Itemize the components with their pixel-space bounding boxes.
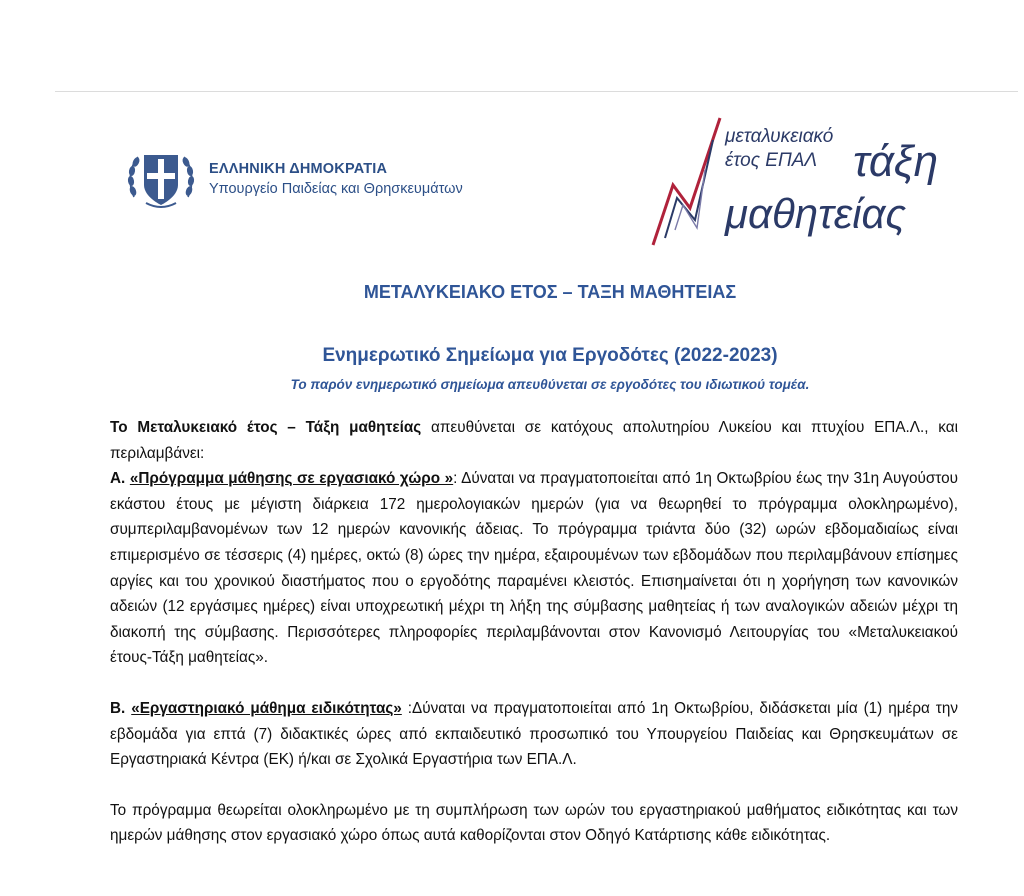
closing-paragraph: Το πρόγραμμα θεωρείται ολοκληρωμένο με τη συμπλήρωση των ωρών του εργαστηριακού μαθήματος ειδικότητας και των ημερών μάθησης στον εργασιακό χώρο όπως αυτά καθορίζονται στον Οδηγό Κατάρτισης κάθε ειδικότητας. xyxy=(110,801,958,845)
brand-text-big-2: μαθητείας xyxy=(725,190,906,237)
document-body xyxy=(110,415,958,849)
section-a-paragraph xyxy=(110,466,958,671)
section-a-letter: Α. xyxy=(110,470,130,488)
section-a-heading: «Πρόγραμμα μάθησης σε εργασιακό χώρο » xyxy=(129,470,454,488)
ministry-name: Υπουργείο Παιδείας και Θρησκευμάτων xyxy=(209,181,463,197)
brand-text-small-1: μεταλυκειακό xyxy=(725,126,834,147)
document-title: ΜΕΤΑΛΥΚΕΙΑΚΟ ΕΤΟΣ – ΤΑΞΗ ΜΑΘΗΤΕΙΑΣ xyxy=(363,282,737,302)
republic-name: ΕΛΛΗΝΙΚΗ ΔΗΜΟΚΡΑΤΙΑ xyxy=(209,161,388,177)
section-b-heading: «Εργαστηριακό μάθημα ειδικότητας» xyxy=(131,699,402,717)
brand-text-small-2: έτος ΕΠΑΛ xyxy=(725,150,818,171)
document-subtitle: Ενημερωτικό Σημείωμα για Εργοδότες (2022-2023) xyxy=(322,345,778,366)
section-a-text: : Δύναται να πραγματοποιείται από 1η Οκτωβρίου έως την 31η Αυγούστου εκάστου έτους με μέγιστη διάρκεια 172 ημερολογιακών ημερών (για να θεωρηθεί το πρόγραμμα ολοκληρωμένο), συμπεριλαμβανομένων των 12 ημερών κανονικής άδειας. Το πρόγραμμα τριάντα δύο (32) ωρών εβδομαδιαίως είναι επιμερισμένο σε τέσσερις (4) ημέρες, οκτώ (8) ώρες την ημέρα, εξαιρουμένων των εβδομάδων που περιλαμβάνουν επίσημες αργίες και του χρονικού διαστήματος που ο εργοδότης παραμένει κλειστός. Επισημαίνεται ότι η χορήγηση των κανονικών αδειών (12 εργάσιμες ημέρες) είναι υποχρεωτική μέχρι τη λήξη της σύμβασης μαθητείας ή των αναλογικών αδειών μέχρι τη διακοπή της σύμβασης. Περισσότερες πληροφορίες περιλαμβάνονται στον Κανονισμό Λειτουργίας του «Μεταλυκειακού έτους-Τάξη μαθητείας». xyxy=(110,470,959,667)
greek-coat-of-arms-icon xyxy=(126,147,196,213)
intro-paragraph xyxy=(110,415,958,466)
apprenticeship-brand-logo xyxy=(645,110,975,250)
section-b-letter: Β. xyxy=(110,699,132,717)
section-b-paragraph xyxy=(110,696,958,773)
header-divider xyxy=(55,91,1018,92)
section-b-text: :Δύναται να πραγματοποιείται από 1η Οκτωβρίου, διδάσκεται μία (1) ημέρα την εβδομάδα για επτά (7) διδακτικές ώρες από εκπαιδευτικό προσωπικό του Υπουργείου Παιδείας και Θρησκευμάτων σε Εργαστηριακά Κέντρα (ΕΚ) ή/και σε Σχολικά Εργαστήρια των ΕΠΑ.Λ. xyxy=(110,699,958,769)
audience-note: Το παρόν ενημερωτικό σημείωμα απευθύνεται σε εργοδότες του ιδιωτικού τομέα. xyxy=(290,377,810,392)
brand-text-big-1: τάξη xyxy=(853,137,939,186)
intro-bold: Το Μεταλυκειακό έτος – Τάξη μαθητείας xyxy=(110,419,422,436)
intro-text: απευθύνεται σε κατόχους απολυτηρίου Λυκείου και πτυχίου ΕΠΑ.Λ., και περιλαμβάνει: xyxy=(110,419,959,462)
ministry-header xyxy=(209,161,463,197)
